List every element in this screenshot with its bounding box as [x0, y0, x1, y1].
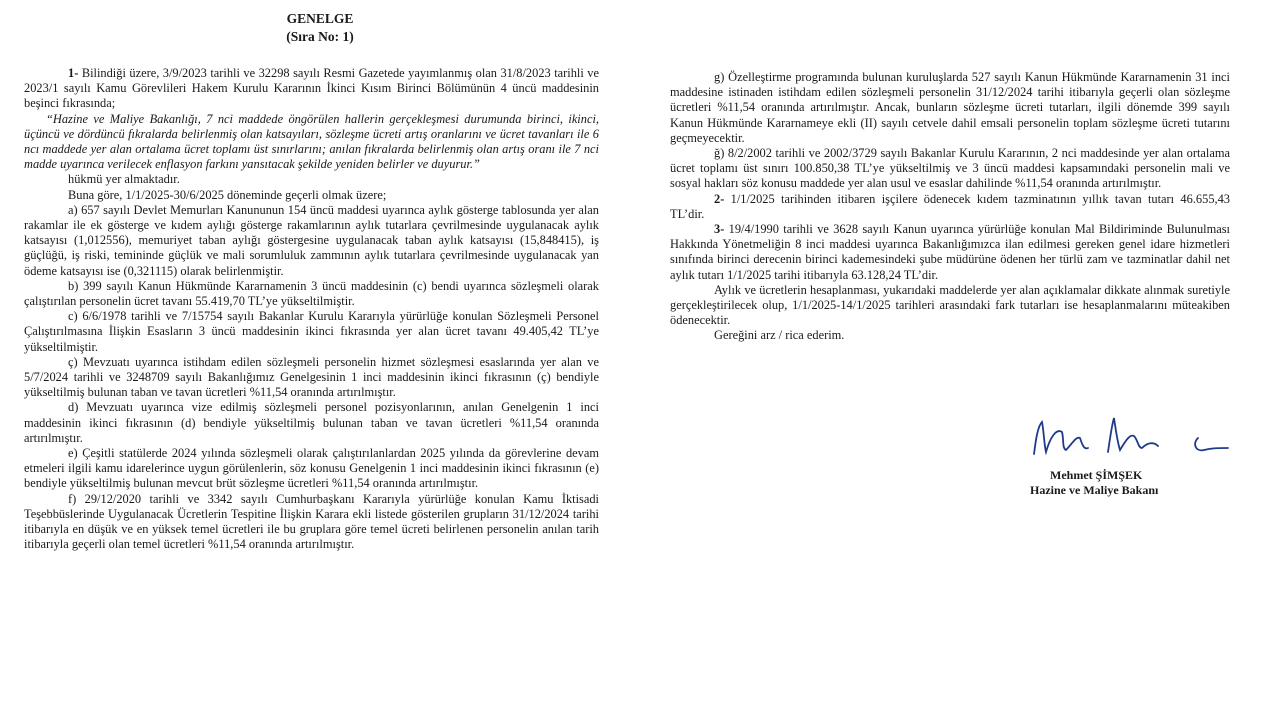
- item-e: e) Çeşitli statülerde 2024 yılında sözleşmeli olarak çalıştırılanlardan 2025 yılında da görevlerine devam etmeleri ilgili kamu idarelerince uygun görülenlerin, söz konusu Genelgenin 1 inci maddesinin ikinci fıkrasının (e) bendiyle yükseltilmiş bulunan mevcut brüt sözleşme ücretleri %11,54 oranında artırılmıştır.: [24, 446, 599, 491]
- item-g: g) Özelleştirme programında bulunan kuruluşlarda 527 sayılı Kanun Hükmünde Kararnamenin 31 inci maddesine istinaden istihdam edilen sözleşmeli personelin 31/12/2024 tarihi itibarıyla geçerli olan sözleşme ücretleri %11,54 oranında artırılmıştır. Ancak, bunların sözleşme ücreti tutarları, ilgili dönemde 399 sayılı Kanun Hükmünde Kararnameye ekli (II) sayılı cetvele dahil emsali personelin toplam sözleşme ücreti tutarını geçmeyecektir.: [670, 70, 1230, 145]
- paragraph-aylik: Aylık ve ücretlerin hesaplanması, yukarıdaki maddelerde yer alan açıklamalar dikkate alınmak suretiyle gerçekleştirilecek olup, 1/1/2025-14/1/2025 tarihleri arasındaki fark tutarları ise hesaplanmalarını müteakiben ödenecektir.: [670, 282, 1230, 328]
- paragraph-3: [670, 222, 1230, 283]
- signatory-name: Mehmet ŞİMŞEK: [1050, 468, 1143, 482]
- paragraph-buna-gore: Buna göre, 1/1/2025-30/6/2025 döneminde geçerli olmak üzere;: [68, 187, 387, 202]
- item-c: c) 6/6/1978 tarihli ve 7/15754 sayılı Bakanlar Kurulu Kararıyla yürürlüğe konulan Sözleşmeli Personel Çalıştırılmasına İlişkin Esasların 3 üncü maddesinin ikinci fıkrasında yer alan ücret tavanı 49.405,42 TL’ye yükseltilmiştir.: [24, 309, 599, 354]
- document-title: GENELGE: [286, 11, 354, 26]
- signature-block: [1000, 408, 1270, 498]
- paragraph-3-text: 19/4/1990 tarihli ve 3628 sayılı Kanun uyarınca yürürlüğe konulan Mal Bildiriminde Bulunulması Hakkında Yönetmeliğin 8 inci maddesi uyarınca Bakanlığımızca ilan edilmesi gereken genel idare hizmetleri sınıfında birinci derecenin birinci kademesindeki şube müdürüne ödenen her türlü zam ve tazminatlar dahil net aylık tutarı 1/1/2025 tarihi itibarıyla 63.128,24 TL’dir.: [670, 222, 1230, 282]
- item-a: a) 657 sayılı Devlet Memurları Kanununun 154 üncü maddesi uyarınca aylık gösterge tablosunda yer alan rakamlar ile ek gösterge ve kıdem aylığı gösterge rakamlarının aylık tutarlara çevrilmesinde uygulanacak aylık katsayısı (1,012556), memuriyet taban aylığı göstergesine uygulanacak taban aylık katsayısı (15,848415), iş güçlüğü, iş riski, temininde güçlük ve mali sorumluluk zammının aylık tutarlara çevrilmesinde uygulanacak yan ödeme katsayısı ise (0,321115) olarak belirlenmiştir.: [24, 202, 599, 278]
- paragraph-1-text: Bilindiği üzere, 3/9/2023 tarihli ve 32298 sayılı Resmi Gazetede yayımlanmış olan 31/8/2023 tarihli ve 2023/1 sayılı Kamu Görevlileri Hakem Kurulu Kararının İkinci Kısım Birinci Bölümünün 4 üncü maddesinin beşinci fıkrasında;: [24, 66, 599, 111]
- paragraph-hukmu: hükmü yer almaktadır.: [68, 172, 180, 187]
- paragraph-2-number: 2-: [714, 191, 725, 206]
- item-cc: ç) Mevzuatı uyarınca istihdam edilen sözleşmeli personelin hizmet sözleşmesi esaslarında yer alan ve 5/7/2024 tarihli ve 3248709 sayılı Bakanlığımız Genelgesinin 1 inci maddesinin ikinci fıkrasının (ç) bendiyle yükseltilmiş bulunan taban ve tavan ücretleri %11,54 oranında artırılmıştır.: [24, 354, 599, 400]
- item-b: b) 399 sayılı Kanun Hükmünde Kararnamenin 3 üncü maddesinin (c) bendi uyarınca sözleşmeli olarak çalıştırılan personelin ücret tavanı 55.419,70 TL’ye yükseltilmiştir.: [24, 278, 599, 309]
- paragraph-2: [670, 192, 1230, 222]
- paragraph-1: [24, 66, 599, 112]
- item-d: d) Mevzuatı uyarınca vize edilmiş sözleşmeli personel pozisyonlarının, anılan Genelgenin 1 inci maddesinin ikinci fıkrasının (d) bendiyle yükseltilmiş bulunan taban ve tavan ücretleri %11,54 oranında artırılmıştır.: [24, 400, 599, 445]
- item-f: f) 29/12/2020 tarihli ve 3342 sayılı Cumhurbaşkanı Kararıyla yürürlüğe konulan Kamu İktisadi Teşebbüslerinde Uygulanacak Ücretlerin Tespitine İlişkin Karara ekli listede gösterilen grupların 31/12/2024 tarihi itibarıyla en düşük ve en yüksek temel ücretleri ile bu gruplara göre temel ücreti belirlenen personelin anılan tarih itibarıyla geçerli olan temel ücretleri %11,54 oranında artırılmıştır.: [24, 491, 599, 552]
- paragraph-3-number: 3-: [714, 222, 725, 237]
- quoted-provision: “Hazine ve Maliye Bakanlığı, 7 nci maddede öngörülen hallerin gerçekleşmesi durumunda birinci, ikinci, üçüncü ve dördüncü fıkralarda belirlenmiş olan katsayıları, sözleşme ücreti artış oranlarını ve ücret tavanları ile 6 ncı maddede yer alan ortalama ücret toplamı üst sınırlarını; anılan fıkralarda belirlenmiş olan artış oranı ile 7 nci madde uyarınca verilecek enflasyon farkını yansıtacak şekilde yeniden belirler ve duyurur.”: [24, 111, 599, 172]
- right-page: [640, 0, 1280, 720]
- item-gg: ğ) 8/2/2002 tarihli ve 2002/3729 sayılı Bakanlar Kurulu Kararının, 2 nci maddesinde yer alan ortalama ücret toplamı üst sınırı 100.850,38 TL’ye yükseltilmiş ve 3 üncü maddesi kapsamındaki personelin mali ve sosyal hakları söz konusu maddede yer alan usul ve esaslar dahilinde %11,54 oranında artırılmıştır.: [670, 146, 1230, 191]
- document-sequence-number: (Sıra No: 1): [286, 29, 354, 44]
- paragraph-2-text: 1/1/2025 tarihinden itibaren işçilere ödenecek kıdem tazminatının yıllık tavan tutarı 46.655,43 TL’dir.: [670, 191, 1230, 221]
- handwritten-signature: [1022, 408, 1252, 468]
- paragraph-geregini: Gereğini arz / rica ederim.: [714, 328, 845, 343]
- left-body-text: [24, 66, 599, 553]
- paragraph-1-number: 1-: [68, 66, 79, 80]
- right-body-text: [670, 70, 1230, 344]
- signatory-title: Hazine ve Maliye Bakanı: [1030, 483, 1159, 497]
